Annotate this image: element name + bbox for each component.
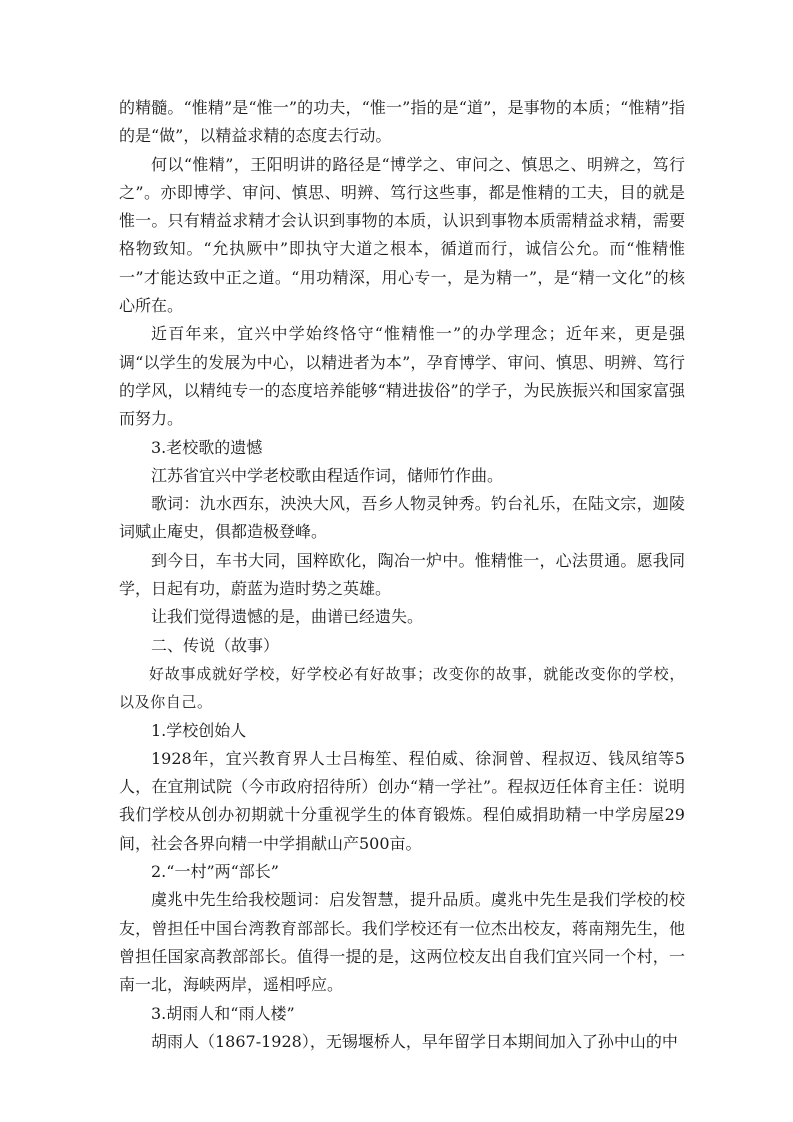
paragraph-path: 何以“惟精”，王阳明讲的路径是“博学之、审问之、慎思之、明辨之，笃行之”。亦即博学、审问、慎思、明辨、笃行这些事，都是惟精的工夫，目的就是惟一。只有精益求精才会认识到事物的本质，认识到事物本质需精益求精，需要格物致知。“允执厥中”即执守大道之根本，循道而行，诚信公允。而“惟精惟一”才能达致中正之道。“用功精深，用心专一，是为精一”，是“精一文化”的核心所在。: [119, 154, 685, 316]
paragraph-lyrics-2: 到今日，车书大同，国粹欧化，陶冶一炉中。惟精惟一，心法贯通。愿我同学，日起有功，蔚蓝为造时势之英雄。: [119, 550, 685, 599]
section-heading-old-school-song: 3.老校歌的遗憾: [151, 437, 263, 457]
section-heading-legends: 二、传说（故事）: [151, 635, 280, 655]
paragraph-hu-yuren: 胡雨人（1867-1928），无锡堰桥人，早年留学日本期间加入了孙中山的中: [151, 1031, 678, 1051]
paragraph-school-philosophy: 近百年来，宜兴中学始终恪守“惟精惟一”的办学理念；近年来，更是强调“以学生的发展为中心，以精进者为本”，孕育博学、审问、慎思、明辨、笃行的学风，以精纯专一的态度培养能够“精进拔俗”的学子，为民族振兴和国家富强而努力。: [119, 324, 685, 429]
paragraph-two-ministers: 虞兆中先生给我校题词：启发智慧，提升品质。虞兆中先生是我们学校的校友，曾担任中国台湾教育部部长。我们学校还有一位杰出校友，蒋南翔先生，他曾担任国家高教部部长。值得一提的是，这两位校友出自我们宜兴同一个村，一南一北，海峡两岸，遥相呼应。: [119, 890, 685, 995]
document-body: [119, 94, 685, 1056]
paragraph-motto: 好故事成就好学校，好学校必有好故事；改变你的故事，就能改变你的学校，以及你自己。: [119, 664, 685, 712]
section-heading-two-ministers: 2.“一村”两“部长”: [151, 862, 279, 882]
paragraph-founders: 1928年，宜兴教育界人士吕梅笙、程伯威、徐洞曾、程叔迈、钱凤绾等5人，在宜荆试院（今市政府招待所）创办“精一学社”。程叔迈任体育主任：说明我们学校从创办初期就十分重视学生的体育锻炼。程伯威捐助精一中学房屋29间，社会各界向精一中学捐献山产500亩。: [119, 748, 685, 853]
paragraph-lyrics-1: 歌词：氿水西东，泱泱大风，吾乡人物灵钟秀。钓台礼乐，在陆文宗，迦陵词赋止庵史，俱都造极登峰。: [119, 494, 685, 542]
paragraph-continuation: 的精髓。“惟精”是“惟一”的功夫，“惟一”指的是“道”，是事物的本质；“惟精”指的是“做”，以精益求精的态度去行动。: [119, 98, 685, 146]
section-heading-hu-yuren: 3.胡雨人和“雨人楼”: [151, 1003, 295, 1023]
section-heading-founders: 1.学校创始人: [151, 720, 247, 740]
paragraph-song-authors: 江苏省宜兴中学老校歌由程适作词，储师竹作曲。: [151, 465, 504, 485]
paragraph-score-lost: 让我们觉得遗憾的是，曲谱已经遗失。: [151, 607, 424, 627]
